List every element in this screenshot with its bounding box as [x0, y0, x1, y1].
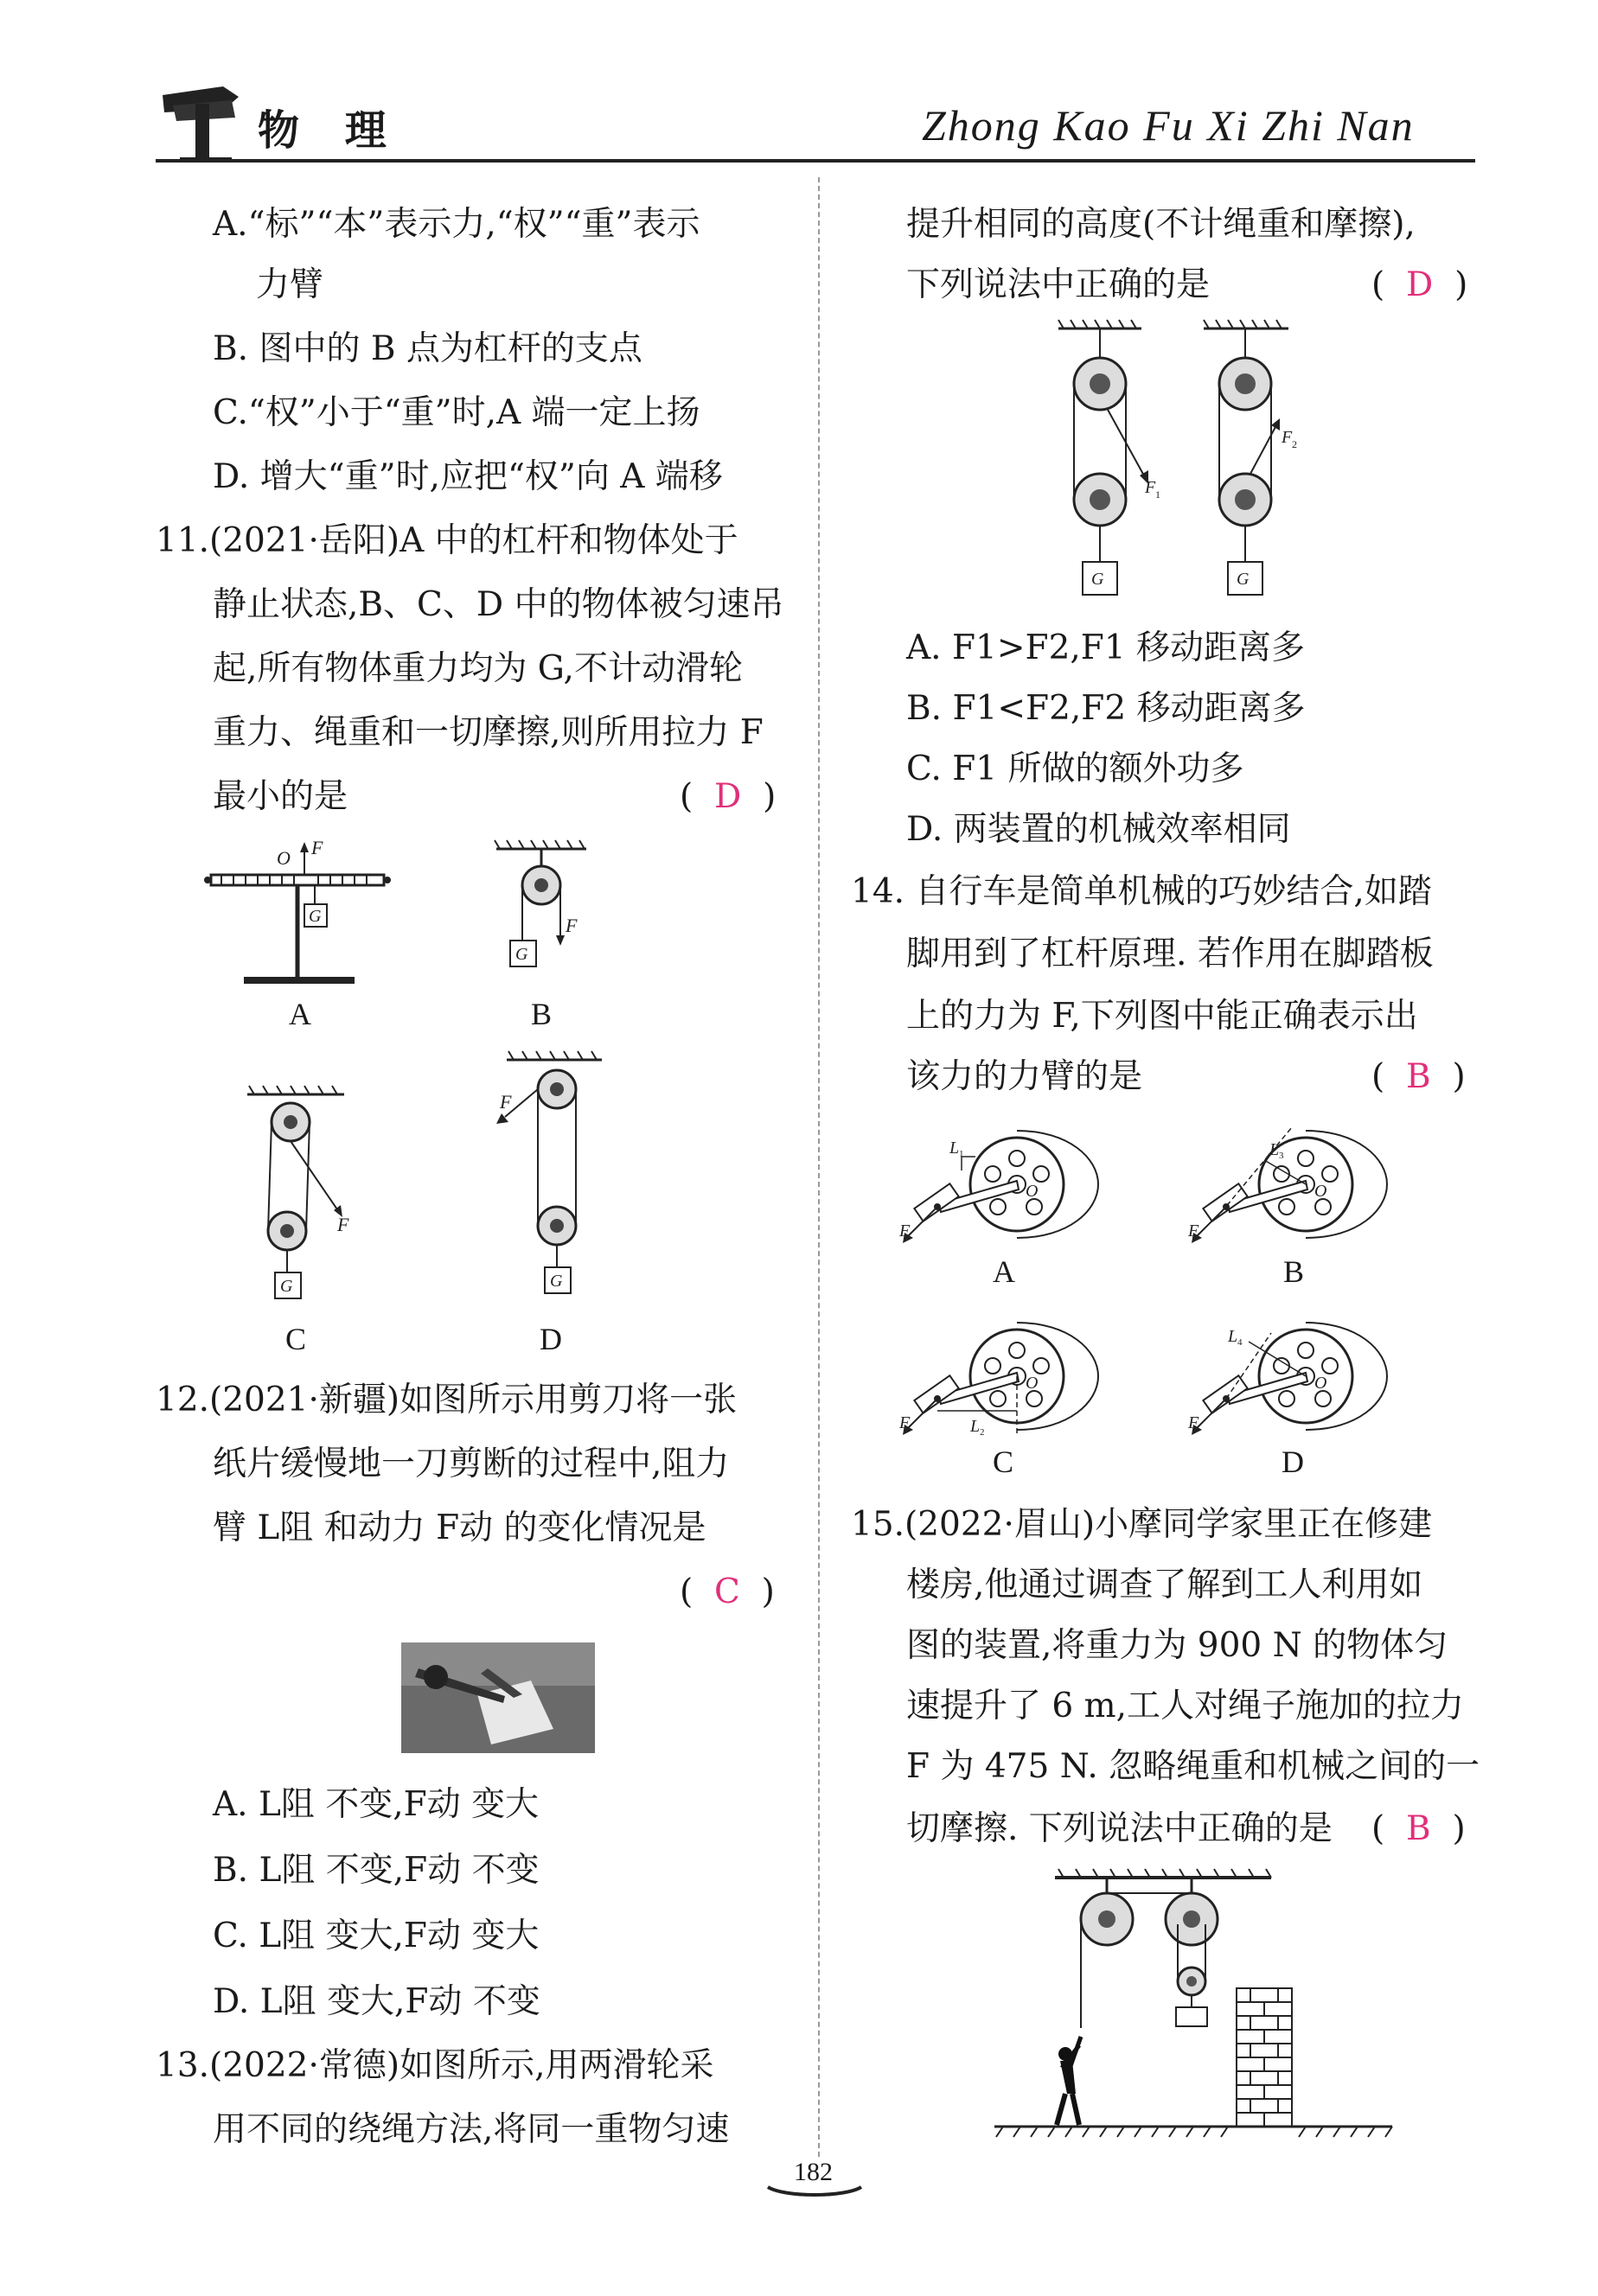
q14-figure-d [1185, 1316, 1401, 1445]
q13-option-c: C. F1 所做的额外功多 [906, 749, 1244, 788]
svg-text:F: F [1145, 478, 1156, 497]
q12-line-1: 12.(2021·新疆)如图所示用剪刀将一张 [156, 1381, 738, 1419]
svg-text:G: G [309, 907, 322, 926]
q12-option-b: B. L阻 不变,F动 不变 [213, 1851, 540, 1890]
svg-text:F: F [1282, 428, 1293, 447]
q12-answer: ( C ) [680, 1572, 775, 1611]
svg-text:2: 2 [980, 1427, 985, 1438]
svg-text:L: L [970, 1417, 981, 1436]
q10-option-b: B. 图中的 B 点为杠杆的支点 [213, 329, 642, 368]
svg-text:F: F [899, 1413, 911, 1432]
q13-cont-line-1: 提升相同的高度(不计绳重和摩擦), [906, 205, 1416, 244]
svg-text:F: F [1188, 1413, 1199, 1432]
q11-figure-b [491, 845, 595, 992]
svg-text:G: G [1091, 570, 1104, 589]
svg-text:O: O [277, 847, 291, 869]
q14-figure-c-label: C [993, 1445, 1014, 1479]
q12-option-c: C. L阻 变大,F动 变大 [213, 1917, 540, 1955]
svg-text:2: 2 [1292, 438, 1297, 450]
q12-option-a: A. L阻 不变,F动 变大 [213, 1785, 540, 1824]
svg-text:F: F [1188, 1221, 1199, 1240]
q11-line-1: 11.(2021·岳阳)A 中的杠杆和物体处于 [156, 521, 738, 560]
svg-text:O: O [1314, 1374, 1327, 1393]
q14-answer: ( B ) [1371, 1057, 1466, 1096]
q11-figure-b-label: B [531, 997, 553, 1031]
q11-line-5: 最小的是 [213, 777, 348, 816]
q13-option-d: D. 两装置的机械效率相同 [906, 810, 1291, 849]
svg-text:L: L [1269, 1140, 1280, 1159]
q13-answer: ( D ) [1371, 265, 1468, 304]
q13-cont-line-2: 下列说法中正确的是 [906, 265, 1211, 304]
q10-option-a-cont: 力臂 [256, 265, 324, 304]
header-subtitle: Zhong Kao Fu Xi Zhi Nan [922, 101, 1415, 150]
q14-figure-b [1185, 1124, 1401, 1253]
svg-text:F: F [500, 1091, 512, 1113]
signpost-icon [163, 80, 249, 159]
q12-line-2: 纸片缓慢地一刀剪断的过程中,阻力 [213, 1445, 730, 1483]
q13-figure [1055, 322, 1332, 607]
svg-text:G: G [515, 945, 528, 964]
q11-figure-a [204, 839, 394, 994]
svg-text:L: L [1228, 1327, 1238, 1346]
svg-text:F: F [311, 837, 323, 858]
q10-option-d: D. 增大“重”时,应把“权”向 A 端移 [213, 457, 723, 496]
q11-answer: ( D ) [680, 777, 777, 816]
q13-line-1: 13.(2022·常德)如图所示,用两滑轮采 [156, 2046, 714, 2085]
header-rule [156, 159, 1475, 163]
svg-text:O: O [1314, 1182, 1327, 1201]
q14-figure-d-label: D [1282, 1445, 1304, 1479]
svg-text:G: G [1237, 570, 1250, 589]
q11-line-2: 静止状态,B、C、D 中的物体被匀速吊 [213, 585, 784, 624]
q11-figure-c-label: C [285, 1322, 307, 1356]
q15-answer: ( B ) [1371, 1809, 1466, 1848]
svg-text:F: F [566, 915, 578, 936]
q13-option-b: B. F1<F2,F2 移动距离多 [906, 689, 1306, 728]
page-number: 182 [794, 2158, 833, 2186]
q14-figure-a-label: A [993, 1254, 1015, 1289]
svg-text:G: G [280, 1277, 293, 1296]
q10-option-a: A.“标”“本”表示力,“权”“重”表示 [213, 205, 700, 244]
svg-text:4: 4 [1237, 1337, 1243, 1348]
q14-line-3: 上的力为 F,下列图中能正确表示出 [906, 997, 1418, 1036]
svg-text:O: O [1026, 1182, 1039, 1201]
q15-line-4: 速提升了 6 m,工人对绳子施加的拉力 [906, 1687, 1464, 1725]
q11-line-3: 起,所有物体重力均为 G,不计动滑轮 [213, 649, 743, 688]
q11-figure-c [244, 1091, 365, 1316]
q15-figure [986, 1867, 1401, 2144]
q14-figure-c [896, 1316, 1112, 1445]
q12-scissors-photo [401, 1642, 595, 1753]
svg-text:3: 3 [1279, 1151, 1284, 1161]
q11-figure-d [489, 1056, 610, 1316]
q14-line-2: 脚用到了杠杆原理. 若作用在脚踏板 [906, 934, 1434, 973]
q14-line-4: 该力的力臂的是 [906, 1057, 1143, 1096]
q14-figure-a [896, 1124, 1112, 1253]
header-subject: 物 理 [258, 106, 402, 155]
q15-line-1: 15.(2022·眉山)小摩同学家里正在修建 [851, 1505, 1433, 1544]
svg-text:G: G [550, 1272, 563, 1291]
q11-line-4: 重力、绳重和一切摩擦,则所用拉力 F [213, 713, 764, 752]
q11-figure-a-label: A [289, 997, 311, 1031]
svg-text:L: L [949, 1138, 960, 1158]
svg-text:O: O [1026, 1374, 1039, 1393]
svg-text:1: 1 [1155, 488, 1160, 501]
q15-line-6: 切摩擦. 下列说法中正确的是 [906, 1809, 1333, 1848]
q15-line-5: F 为 475 N. 忽略绳重和机械之间的一 [906, 1747, 1480, 1786]
q15-line-3: 图的装置,将重力为 900 N 的物体匀 [906, 1626, 1448, 1665]
q14-figure-b-label: B [1283, 1254, 1305, 1289]
q11-figure-d-label: D [540, 1322, 562, 1356]
q10-option-c: C.“权”小于“重”时,A 端一定上扬 [213, 393, 700, 432]
svg-text:1: 1 [959, 1149, 964, 1159]
svg-text:F: F [899, 1221, 911, 1240]
q13-option-a: A. F1>F2,F1 移动距离多 [906, 628, 1306, 667]
column-divider [818, 177, 820, 2157]
q14-line-1: 14. 自行车是简单机械的巧妙结合,如踏 [851, 872, 1432, 911]
q12-option-d: D. L阻 变大,F动 不变 [213, 1982, 540, 2021]
q15-line-2: 楼房,他通过调查了解到工人利用如 [906, 1566, 1423, 1604]
q12-line-3: 臂 L阻 和动力 F动 的变化情况是 [213, 1508, 706, 1547]
svg-text:F: F [337, 1214, 349, 1235]
q13-line-2: 用不同的绕绳方法,将同一重物匀速 [213, 2110, 730, 2149]
